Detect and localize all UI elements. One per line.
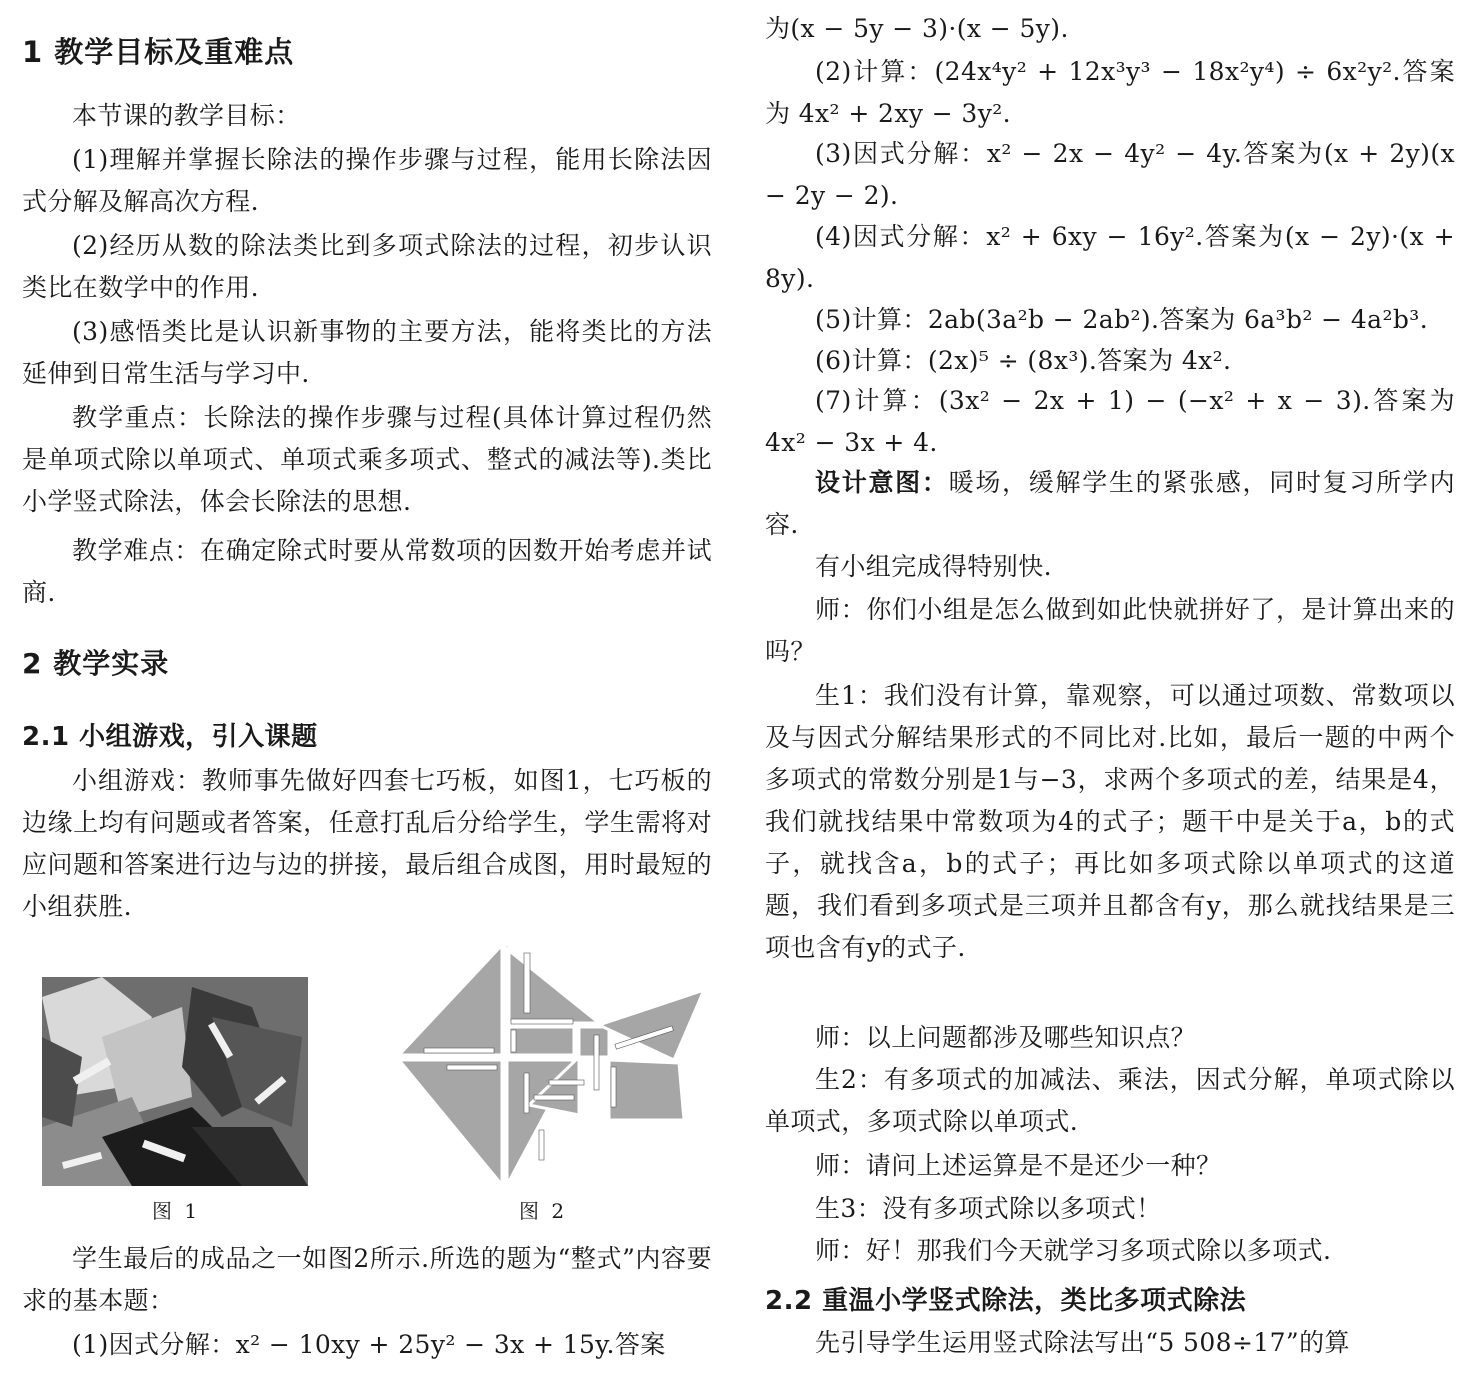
goal-3: (3)感悟类比是认识新事物的主要方法，能将类比的方法延伸到日常生活与学习中. [22,317,712,388]
question-4: (4)因式分解：x² + 6xy − 16y².答案为(x − 2y)·(x + 8y). [765,222,1455,293]
result-paragraph: 学生最后的成品之一如图2所示.所选的题为“整式”内容要求的基本题： [22,1244,712,1315]
teacher-line-4: 师：好！那我们今天就学习多项式除以多项式. [815,1236,1332,1265]
section-1-title: 1 教学目标及重难点 [22,35,295,69]
figure-2-caption: 图 2 [519,1199,568,1223]
game-paragraph: 小组游戏：教师事先做好四套七巧板，如图1，七巧板的边缘上均有问题或者答案，任意打乱后分给学生，学生需将对应问题和答案进行边与边的拼接，最后组合成图，用时最短的小组获胜. [22,766,712,921]
student-3-line: 生3：没有多项式除以多项式！ [815,1194,1162,1223]
figure-2-tangram [399,945,704,1187]
design-intent-text: 暖场，缓解学生的紧张感，同时复习所学内容. [765,468,1455,539]
section-2-2-title: 2.2 重温小学竖式除法，类比多项式除法 [765,1286,1247,1316]
key-point: 教学重点：长除法的操作步骤与过程(具体计算过程仍然是单项式除以单项式、单项式乘多项式、整式的减法等).类比小学竖式除法，体会长除法的思想. [22,403,712,516]
question-6: (6)计算：(2x)⁵ ÷ (8x³).答案为 4x². [815,346,1232,375]
figure-2-image [399,945,704,1187]
figure-1-photo [42,977,308,1186]
student-2-line: 生2：有多项式的加减法、乘法，因式分解，单项式除以单项式，多项式除以单项式. [765,1065,1455,1136]
section-2-title: 2 教学实录 [22,647,170,680]
question-7: (7)计算：(3x² − 2x + 1) − (−x² + x − 3).答案为 4x² − 3x + 4. [765,386,1455,457]
figure-1-caption: 图 1 [152,1199,201,1223]
goal-intro: 本节课的教学目标： [72,101,301,130]
question-5: (5)计算：2ab(3a²b − 2ab²).答案为 6a³b² − 4a²b³. [815,305,1429,334]
design-intent-label: 设计意图： [815,468,949,497]
question-2: (2)计算：(24x⁴y² + 12x³y³ − 18x²y⁴) ÷ 6x²y².答案为 4x² + 2xy − 3y². [765,57,1455,128]
student-1-line: 生1：我们没有计算，靠观察，可以通过项数、常数项以及与因式分解结果形式的不同比对.比如，最后一题的中两个多项式的常数分别是1与−3，求两个多项式的差，结果是4，我们就找结果中常数项为4的式子；题干中是关于a，b的式子，就找含a，b的式子；再比如多项式除以单项式的这道题，我们看到多项式是三项并且都含有y，那么就找结果是三项也含有y的式子. [765,681,1455,962]
goal-2: (2)经历从数的除法类比到多项式除法的过程，初步认识类比在数学中的作用. [22,231,712,302]
teacher-line-3: 师：请问上述运算是不是还少一种？ [815,1151,1222,1180]
fast-group-note: 有小组完成得特别快. [815,552,1052,581]
goal-1: (1)理解并掌握长除法的操作步骤与过程，能用长除法因式分解及解高次方程. [22,145,712,216]
question-1: (1)因式分解：x² − 10xy + 25y² − 3x + 15y.答案 [72,1330,666,1359]
section-2-1-title: 2.1 小组游戏，引入课题 [22,722,318,752]
question-3: (3)因式分解：x² − 2x − 4y² − 4y.答案为(x + 2y)(x − 2y − 2). [765,139,1455,210]
difficult-point: 教学难点：在确定除式时要从常数项的因数开始考虑并试商. [22,536,712,607]
teacher-line-2: 师：以上问题都涉及哪些知识点？ [815,1023,1197,1052]
design-intent [765,462,1455,546]
teacher-line-1: 师：你们小组是怎么做到如此快就拼好了，是计算出来的吗？ [765,595,1455,666]
question-1-continued: 为(x − 5y − 3)·(x − 5y). [765,14,1069,43]
figure-1-image [42,977,308,1186]
last-paragraph: 先引导学生运用竖式除法写出“5 508÷17”的算 [815,1328,1350,1357]
